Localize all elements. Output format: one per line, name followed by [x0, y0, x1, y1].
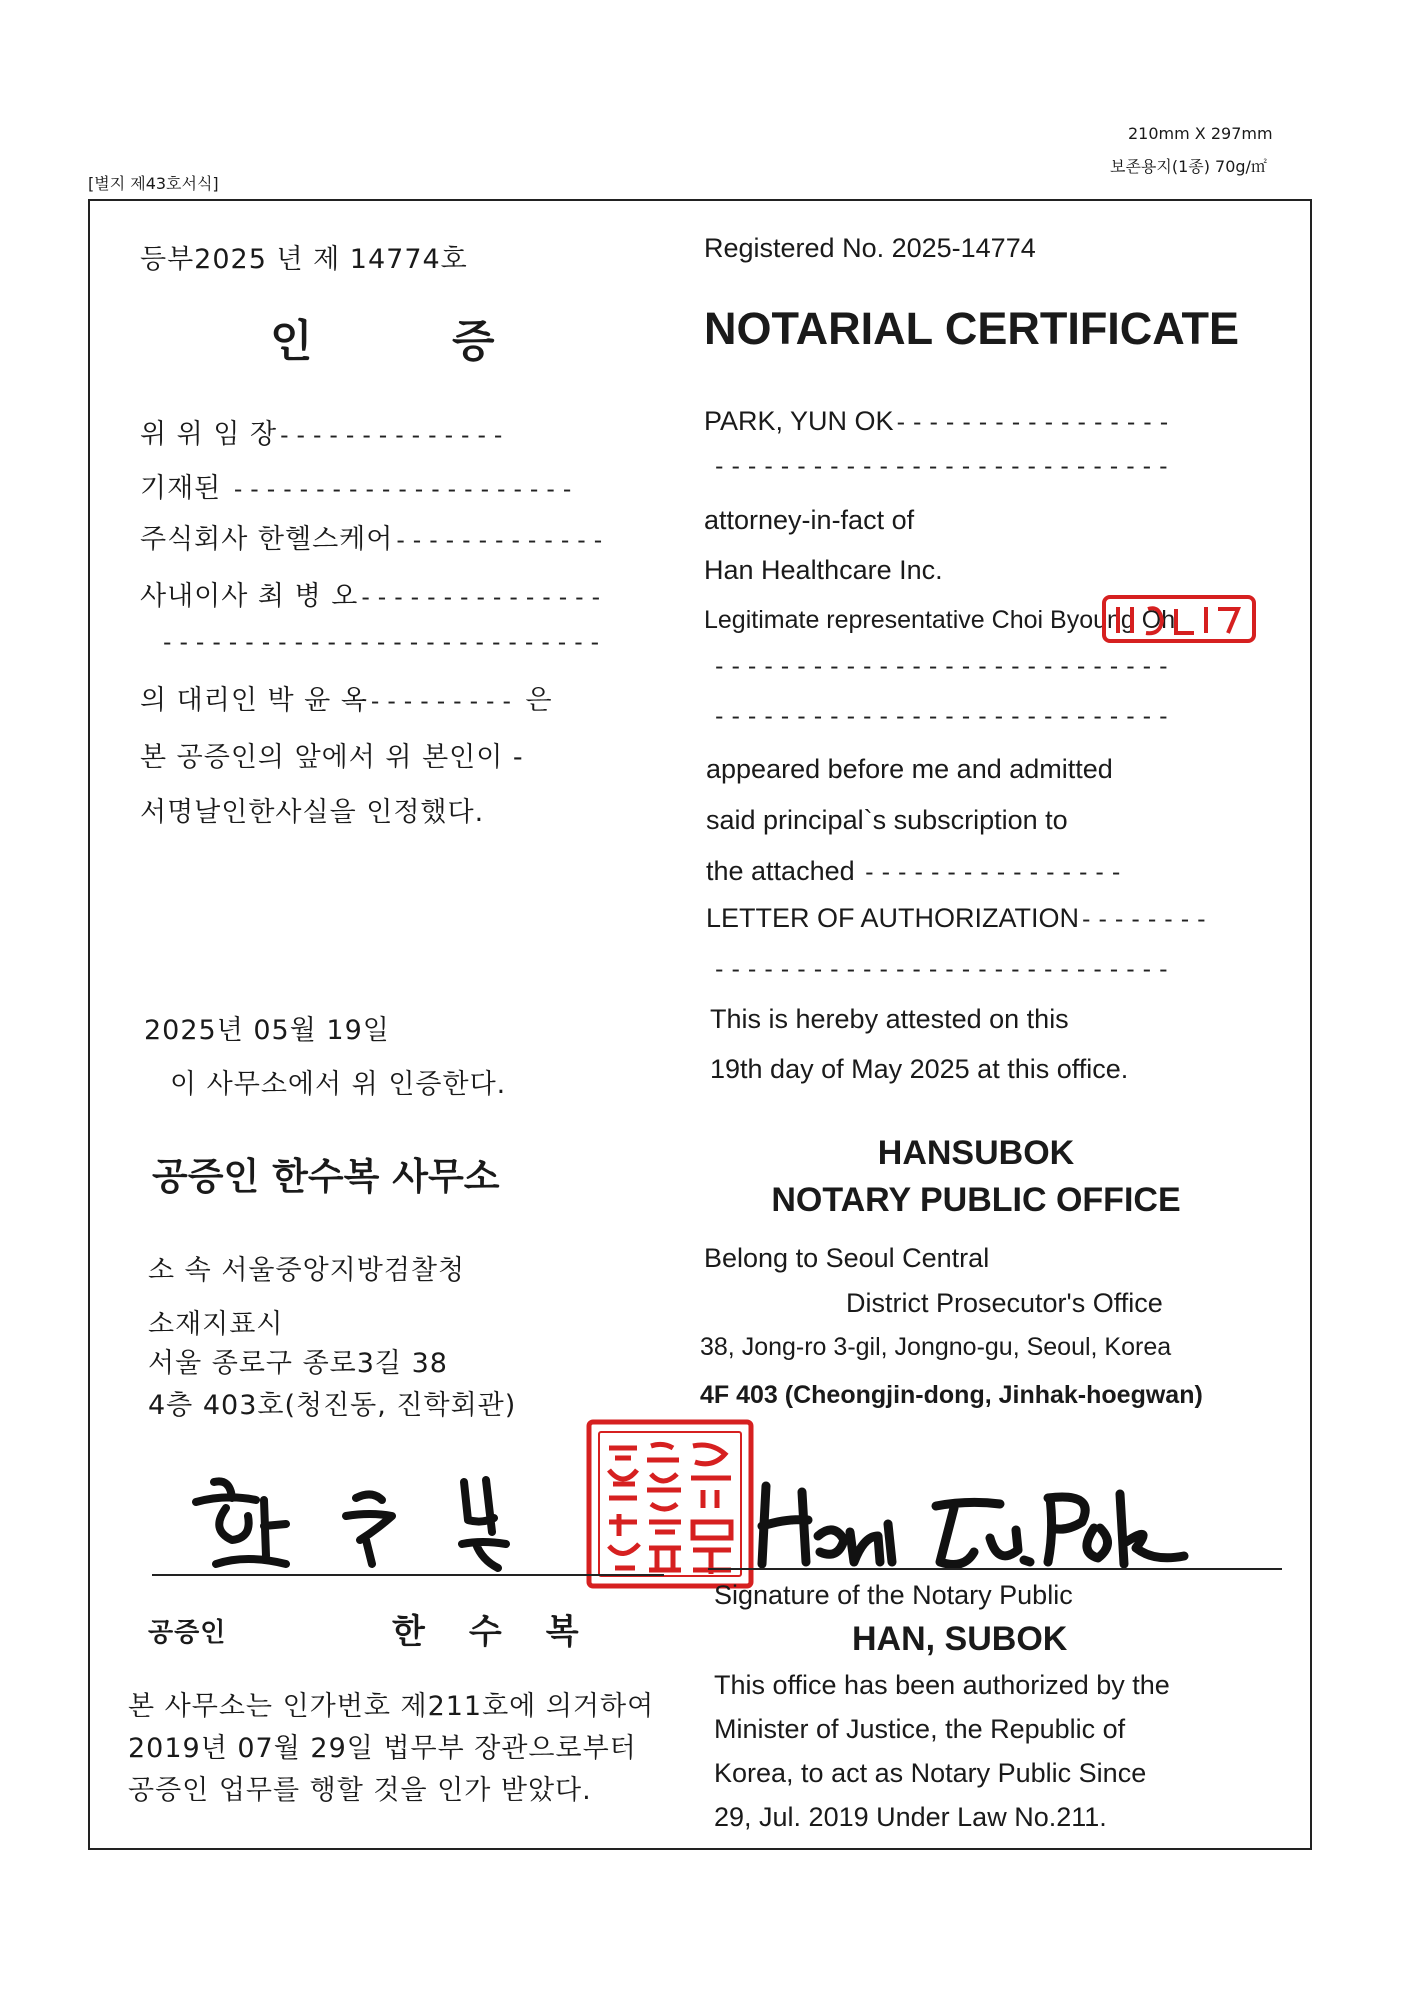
paper-type: 보존용지(1종) 70g/㎡	[1110, 157, 1267, 176]
signature-name-en: HAN, SUBOK	[852, 1620, 1068, 1658]
date-en-line1: This is hereby attested on this	[710, 1004, 1069, 1034]
office-affiliation-en-1: Belong to Seoul Central	[704, 1243, 990, 1273]
office-name-ko: 공증인 한수복 사무소	[152, 1155, 500, 1198]
body-en-line11: LETTER OF AUTHORIZATION--------	[706, 903, 1211, 933]
office-name-en-1: HANSUBOK	[877, 1134, 1075, 1172]
office-address-label-ko: 소재지표시	[148, 1309, 284, 1340]
date-en-line2: 19th day of May 2025 at this office.	[710, 1054, 1129, 1084]
body-en-line5: Legitimate representative Choi Byoung Oh	[704, 606, 1176, 634]
title-ko-char2: 증	[452, 316, 495, 367]
authorization-en-line3: Korea, to act as Notary Public Since	[714, 1758, 1147, 1788]
body-en-line9: said principal`s subscription to	[706, 805, 1068, 835]
body-en-line10: the attached ----------------	[706, 856, 1126, 886]
notary-seal	[585, 1418, 755, 1590]
body-ko-line1: 위 위 임 장--------------	[140, 419, 508, 450]
signature-name-ko: 한수복	[392, 1612, 623, 1652]
authorization-en-line1: This office has been authorized by the	[714, 1670, 1170, 1700]
title-en: NOTARIAL CERTIFICATE	[704, 303, 1239, 354]
office-address-en-1: 38, Jong-ro 3-gil, Jongno-gu, Seoul, Korea	[700, 1333, 1172, 1361]
authorization-ko-line2: 2019년 07월 29일 법무부 장관으로부터	[128, 1733, 637, 1764]
body-en-line1: PARK, YUN OK-----------------	[704, 406, 1174, 436]
office-affiliation-ko: 소 속 서울중앙지방검찰청	[148, 1255, 466, 1286]
date-ko-attest: 이 사무소에서 위 인증한다.	[170, 1069, 507, 1100]
registration-en: Registered No. 2025-14774	[704, 233, 1036, 263]
date-ko: 2025년 05월 19일	[144, 1015, 390, 1046]
body-ko-line8: 서명날인한사실을 인정했다.	[140, 797, 485, 828]
body-ko-line6: 의 대리인 박 윤 옥--------- 은	[140, 685, 553, 716]
signature-label-en: Signature of the Notary Public	[714, 1580, 1073, 1610]
body-en-line2-dashes: ----------------------------	[712, 452, 1173, 480]
company-seal	[1098, 575, 1264, 655]
office-affiliation-en-2: District Prosecutor's Office	[846, 1288, 1163, 1318]
body-en-line7-dashes: ----------------------------	[712, 702, 1173, 730]
authorization-en-line2: Minister of Justice, the Republic of	[714, 1714, 1126, 1744]
signature-label-ko: 공증인	[148, 1618, 227, 1648]
body-ko-line3: 주식회사 한헬스케어-------------	[140, 524, 608, 555]
authorization-ko-line1: 본 사무소는 인가번호 제211호에 의거하여	[128, 1691, 655, 1722]
body-en-line8: appeared before me and admitted	[706, 754, 1113, 784]
authorization-ko-line3: 공증인 업무를 행할 것을 인가 받았다.	[128, 1775, 592, 1806]
body-en-line12-dashes: ----------------------------	[712, 955, 1173, 983]
handwritten-signature-ko	[186, 1460, 546, 1580]
signature-line-ko	[152, 1574, 664, 1576]
authorization-en-line4: 29, Jul. 2019 Under Law No.211.	[714, 1802, 1107, 1832]
office-address-ko-1: 서울 종로구 종로3길 38	[148, 1348, 448, 1379]
body-ko-line5-dashes: ---------------------------	[160, 628, 605, 656]
title-ko-char1: 인	[270, 316, 313, 367]
signature-line-en	[708, 1568, 1282, 1570]
handwritten-signature-en	[754, 1466, 1214, 1576]
registration-ko: 등부2025 년 제 14774호	[140, 244, 468, 275]
notary-seal-body	[589, 1422, 751, 1586]
body-ko-line2: 기재된 ---------------------	[140, 473, 577, 504]
office-name-en-2: NOTARY PUBLIC OFFICE	[771, 1181, 1181, 1219]
body-en-line3: attorney-in-fact of	[704, 505, 915, 535]
body-en-line4: Han Healthcare Inc.	[704, 555, 943, 585]
body-ko-line7: 본 공증인의 앞에서 위 본인이 -	[140, 742, 524, 773]
form-number: [별지 제43호서식]	[88, 174, 219, 193]
office-address-en-2: 4F 403 (Cheongjin-dong, Jinhak-hoegwan)	[700, 1381, 1203, 1409]
body-ko-line4: 사내이사 최 병 오---------------	[140, 581, 606, 612]
body-en-line6-dashes: ----------------------------	[712, 652, 1173, 680]
paper-size: 210mm X 297mm	[1128, 124, 1273, 143]
company-seal-stroke	[1104, 597, 1254, 641]
office-address-ko-2: 4층 403호(청진동, 진학회관)	[148, 1390, 517, 1421]
